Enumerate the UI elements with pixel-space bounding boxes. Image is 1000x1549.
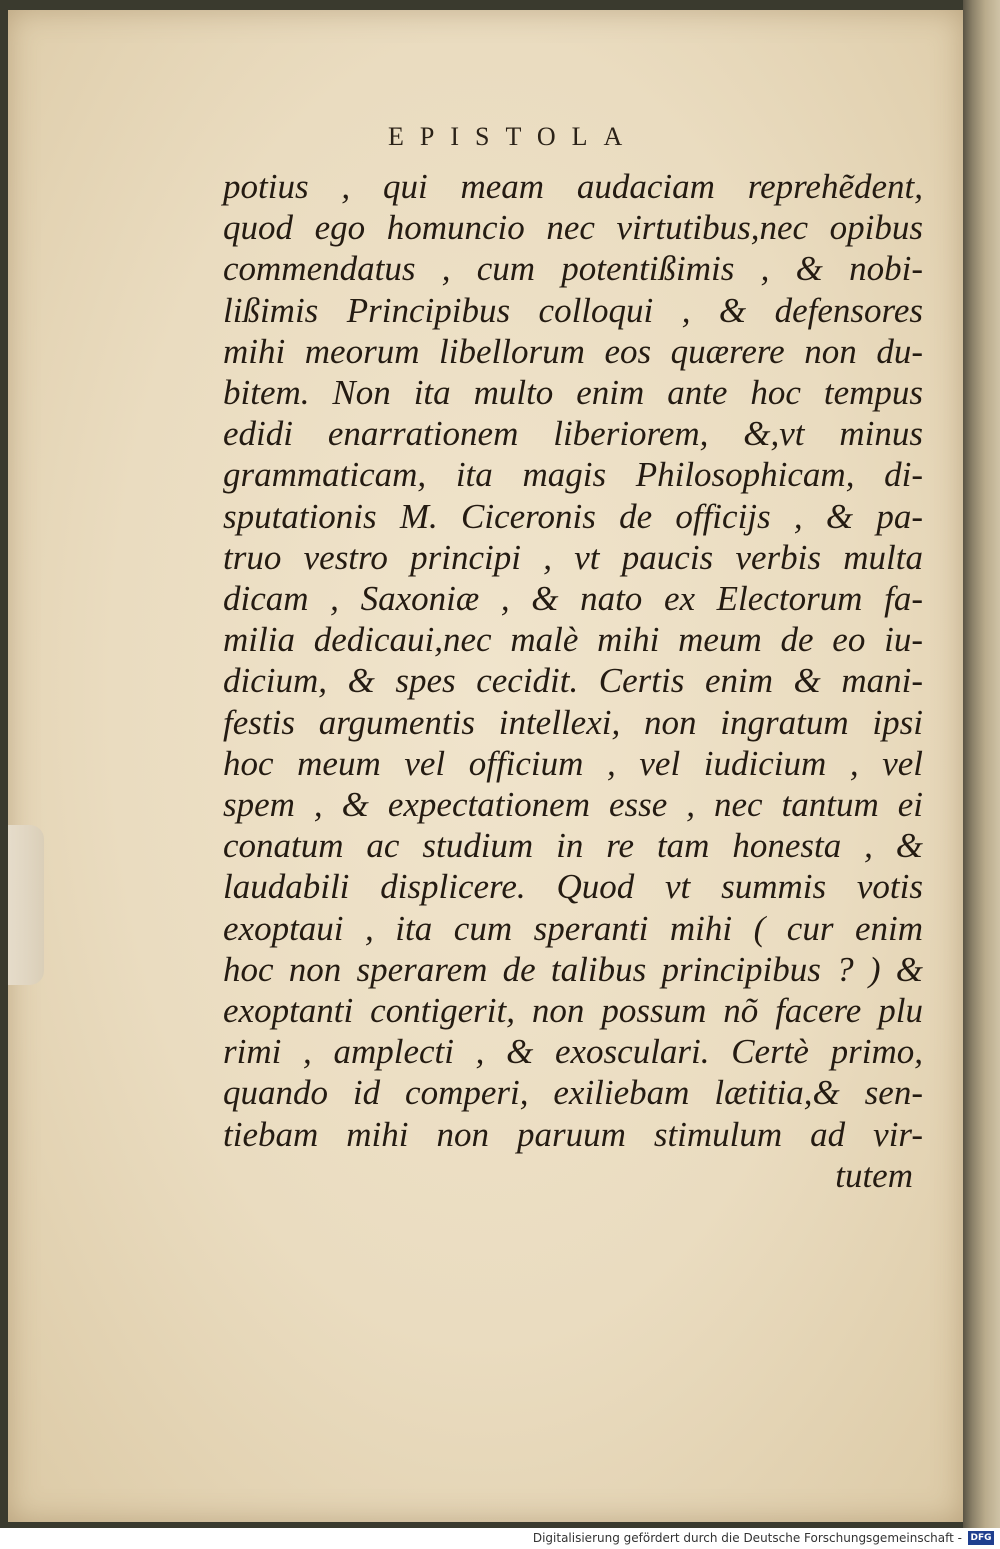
- body-text: [223, 166, 923, 1196]
- text-line: laudabili displicere. Quod vt summis votis: [223, 867, 923, 907]
- text-line: hoc non sperarem de talibus principibus ? ) &: [223, 949, 923, 989]
- text-line: quod ego homuncio nec virtutibus,nec opibus: [223, 208, 923, 248]
- text-line: festis argumentis intellexi, non ingratum ipsi: [223, 702, 923, 742]
- text-line: spem , & expectationem esse , nec tantum ei: [223, 785, 923, 825]
- text-line: exoptaui , ita cum speranti mihi ( cur enim: [223, 908, 923, 948]
- page-header: EPISTOLA: [388, 122, 639, 151]
- text-line: grammaticam, ita magis Philosophicam, di-: [223, 455, 923, 495]
- text-line: potius , qui meam audaciam reprehẽdent,: [223, 167, 923, 206]
- text-line: conatum ac studium in re tam honesta , &: [223, 826, 923, 866]
- text-line: mihi meorum libellorum eos quærere non du-: [223, 331, 923, 371]
- text-line: edidi enarrationem liberiorem, &,vt minus: [223, 414, 923, 454]
- dfg-logo-icon: DFG: [968, 1531, 994, 1545]
- book-spine: [963, 0, 1000, 1528]
- footer-bar: [0, 1528, 1000, 1549]
- text-line: dicam , Saxoniæ , & nato ex Electorum fa-: [223, 579, 923, 619]
- text-line: truo vestro principi , vt paucis verbis multa: [223, 537, 923, 577]
- text-line: lißimis Principibus colloqui , & defensores: [223, 290, 923, 330]
- book-page: [8, 10, 963, 1522]
- page-tab-strip: [8, 825, 44, 985]
- text-line: exoptanti contigerit, non possum nõ facere plu: [223, 991, 923, 1031]
- text-line: tutem: [835, 1155, 913, 1195]
- text-line: dicium, & spes cecidit. Certis enim & mani-: [223, 661, 923, 701]
- text-line: milia dedicaui,nec malè mihi meum de eo iu-: [223, 620, 923, 660]
- text-line: tiebam mihi non paruum stimulum ad vir-: [223, 1114, 923, 1154]
- text-line: rimi , amplecti , & exosculari. Certè primo,: [223, 1032, 923, 1072]
- text-line: bitem. Non ita multo enim ante hoc tempus: [223, 373, 923, 413]
- text-line: quando id comperi, exiliebam lætitia,& sen-: [223, 1073, 923, 1113]
- text-line: commendatus , cum potentißimis , & nobi-: [223, 249, 923, 289]
- text-line: sputationis M. Ciceronis de officijs , & pa-: [223, 496, 923, 536]
- footer-credit: Digitalisierung gefördert durch die Deutsche Forschungsgemeinschaft -: [532, 1531, 962, 1545]
- text-line: hoc meum vel officium , vel iudicium , vel: [223, 743, 923, 783]
